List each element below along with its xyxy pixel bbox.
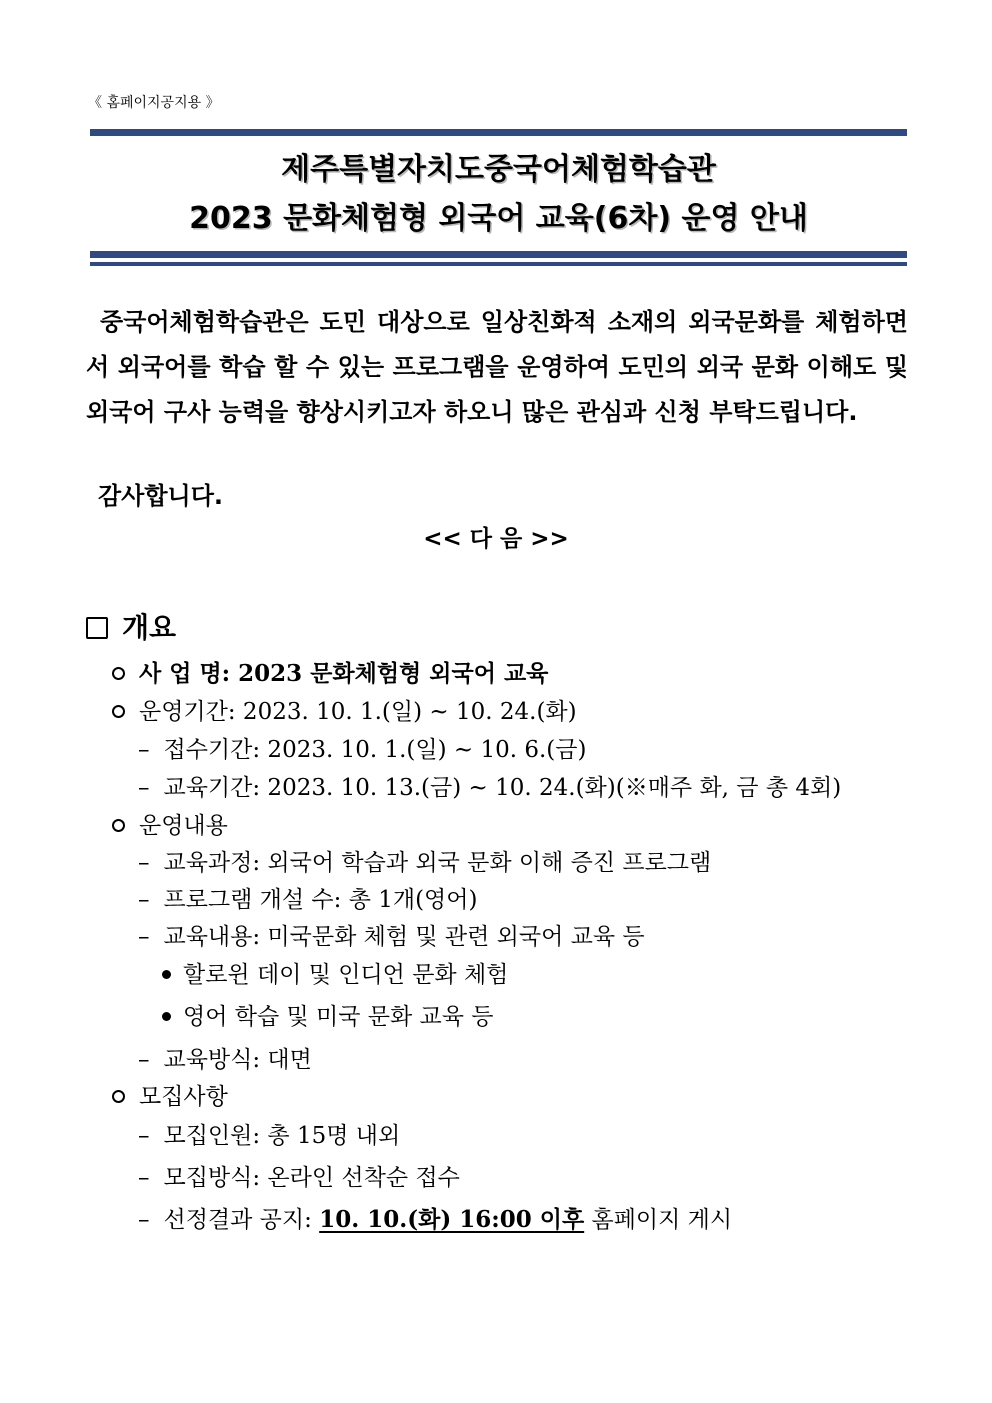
item-reception (138, 733, 586, 767)
dash-icon: – (138, 924, 150, 950)
item-method (138, 1043, 312, 1077)
title-line-1: 제주특별자치도중국어체험학습관 (281, 152, 716, 187)
thanks-text: 감사합니다. (98, 482, 224, 510)
circle-bullet-icon (112, 819, 125, 832)
top-divider (90, 129, 907, 136)
checkbox-icon (86, 617, 108, 639)
item-course-text: 교육과정: 외국어 학습과 외국 문화 이해 증진 프로그램 (163, 850, 712, 876)
dash-icon: – (138, 1165, 150, 1191)
dash-icon: – (138, 1123, 150, 1149)
item-project (112, 657, 548, 691)
item-result-suffix: 홈페이지 게시 (584, 1207, 733, 1233)
item-result-prefix: 선정결과 공지: (163, 1207, 320, 1233)
item-content-heading-text: 운영내용 (139, 813, 228, 839)
item-content-heading (112, 809, 228, 843)
item-recruit-count (138, 1119, 400, 1153)
notice-tag: 《 홈페이지공지용 》 (88, 95, 220, 111)
dash-icon: – (138, 887, 150, 913)
item-method-text: 교육방식: 대면 (163, 1047, 312, 1073)
dash-icon: – (138, 1047, 150, 1073)
dash-icon: – (138, 1207, 150, 1233)
item-education-text: 교육기간: 2023. 10. 13.(금) ~ 10. 24.(화)(※매주 화, 금 총 4회) (163, 775, 842, 801)
dash-icon: – (138, 850, 150, 876)
item-project-text: 사 업 명: 2023 문화체험형 외국어 교육 (139, 660, 549, 687)
item-bullet-2-text: 영어 학습 및 미국 문화 교육 등 (183, 1004, 494, 1030)
section-heading (86, 608, 176, 648)
dash-icon: – (138, 775, 150, 801)
bottom-divider-thin (90, 262, 907, 266)
intro-text: 중국어체험학습관은 도민 대상으로 일상친화적 소재의 외국문화를 체험하면서 외국어를 학습 할 수 있는 프로그램을 운영하여 도민의 외국 문화 이해도 및 외국어 구사 능력을 향상시키고자 하오니 많은 관심과 신청 부탁드립니다. (86, 308, 908, 426)
item-course (138, 846, 711, 880)
item-bullet-1 (162, 958, 508, 992)
item-recruit-method (138, 1161, 460, 1195)
item-recruit-heading-text: 모집사항 (139, 1084, 228, 1110)
item-reception-text: 접수기간: 2023. 10. 1.(일) ~ 10. 6.(금) (163, 737, 587, 763)
item-education (138, 771, 841, 805)
circle-bullet-icon (112, 705, 125, 718)
item-program-count-text: 프로그램 개설 수: 총 1개(영어) (163, 887, 478, 913)
item-result-date: 10. 10.(화) 16:00 이후 (319, 1206, 585, 1233)
dot-bullet-icon (162, 970, 171, 979)
circle-bullet-icon (112, 1090, 125, 1103)
item-bullet-1-text: 할로윈 데이 및 인디언 문화 체험 (183, 962, 509, 988)
item-recruit-count-text: 모집인원: 총 15명 내외 (163, 1123, 401, 1149)
item-recruit-method-text: 모집방식: 온라인 선착순 접수 (163, 1165, 460, 1191)
title-line-2: 2023 문화체험형 외국어 교육(6차) 운영 안내 (189, 201, 808, 236)
next-heading: << 다 음 >> (423, 526, 569, 552)
item-edu-content (138, 920, 645, 954)
item-program-count (138, 883, 477, 917)
dash-icon: – (138, 737, 150, 763)
dot-bullet-icon (162, 1012, 171, 1021)
item-bullet-2 (162, 1000, 493, 1034)
bottom-divider (90, 251, 907, 258)
intro-paragraph (86, 300, 908, 435)
section-heading-label: 개요 (122, 611, 177, 644)
item-period-text: 운영기간: 2023. 10. 1.(일) ~ 10. 24.(화) (139, 699, 577, 725)
item-recruit-heading (112, 1080, 228, 1114)
item-edu-content-text: 교육내용: 미국문화 체험 및 관련 외국어 교육 등 (163, 924, 645, 950)
item-result (138, 1203, 732, 1237)
item-period (112, 695, 577, 729)
circle-bullet-icon (112, 667, 125, 680)
